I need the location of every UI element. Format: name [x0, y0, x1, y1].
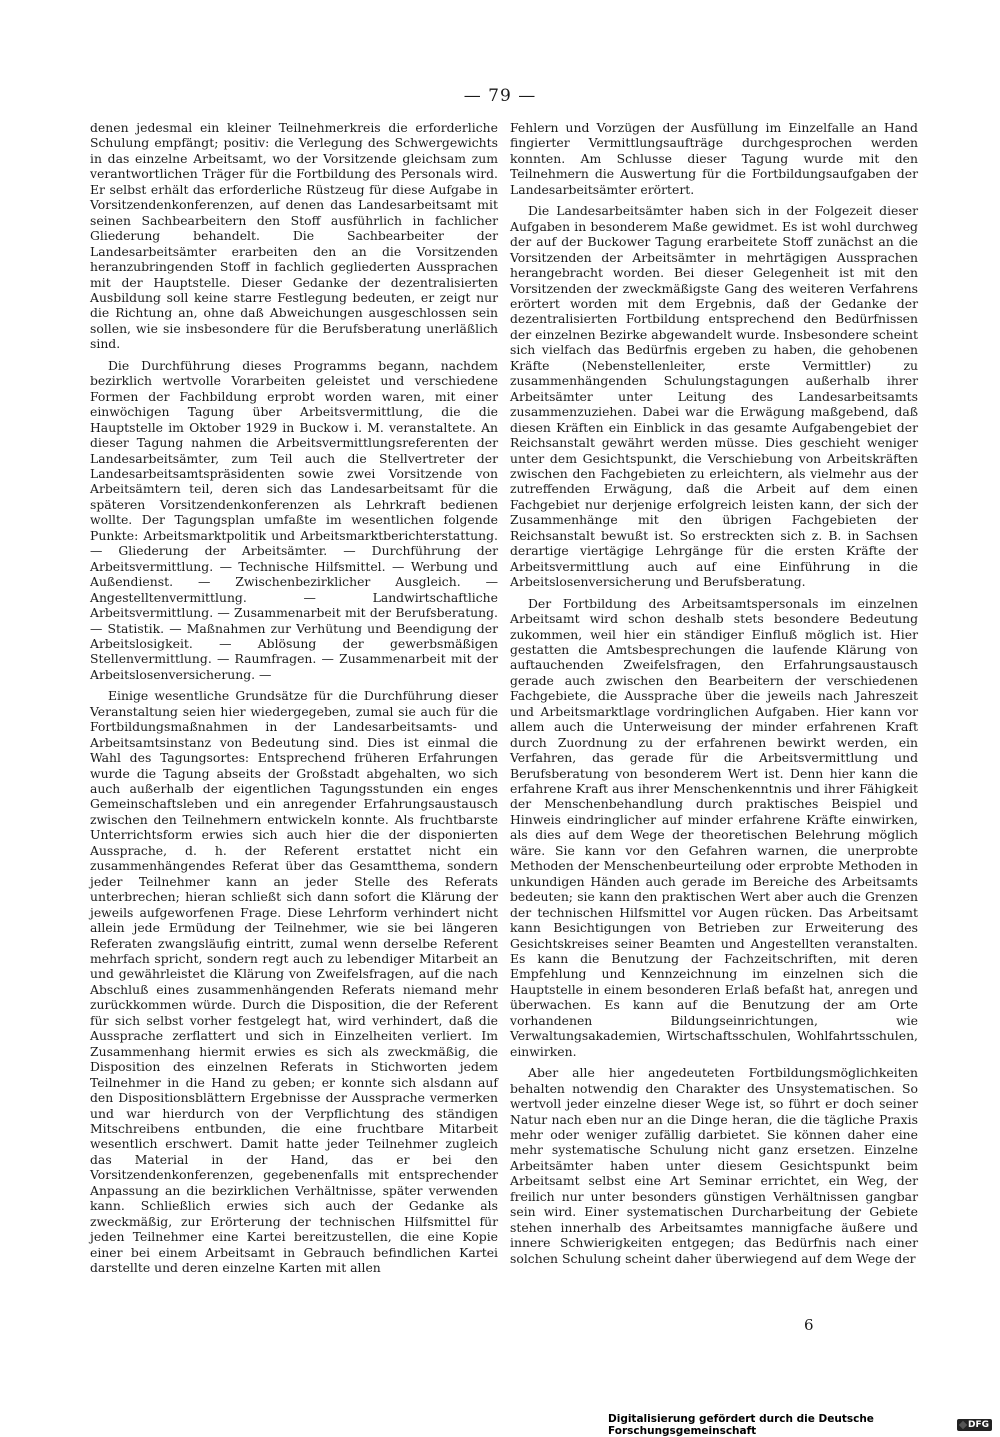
paragraph: Die Landesarbeitsämter haben sich in der Folgezeit dieser Aufgaben in besonderem Maße gewidmet. Es ist wohl durchweg der auf der Buckower Tagung erarbeitete Stoff zunächst an die Vorsitzenden der Arbeitsämter in mehrtägigen Aussprachen herangebracht worden. Bei dieser Gelegenheit ist mit den Vorsitzenden der zweckmäßigste Gang des weiteren Verfahrens erörtert worden mit dem Ergebnis, daß der Gedanke der dezentralisierten Fortbildung entsprechend den Bedürfnissen der einzelnen Bezirke abgewandelt wurde. Insbesondere scheint sich vielfach das Bedürfnis ergeben zu haben, die gehobenen Kräfte (Nebenstellenleiter, erste Vermittler) zu zusammenhängenden Schulungstagungen außerhalb ihrer Arbeitsämter unter Leitung des Landesarbeitsamts zusammenzuziehen. Dabei war die Erwägung maßgebend, daß diesen Kräften ein Einblick in das gesamte Aufgabengebiet der Reichsanstalt gewährt werden müsse. Dies geschieht weniger unter dem Gesichtspunkt, die Verschiebung von Arbeitskräften zwischen den Fachgebieten zu erleichtern, als vielmehr aus der zutreffenden Erwägung, daß die Arbeit auf dem einen Fachgebiet nur derjenige erfolgreich leisten kann, der sich der Zusammenhänge mit den übrigen Fachgebieten der Reichsanstalt bewußt ist. So erstreckten sich z. B. in Sachsen derartige viertägige Lehrgänge für die ersten Kräfte der Arbeitsvermittlung auch auf eine Einführung in die Arbeitslosenversicherung und Berufsberatung.: [510, 203, 918, 590]
digitization-footer: [608, 1413, 992, 1437]
paragraph: Die Durchführung dieses Programms begann, nachdem bezirklich wertvolle Vorarbeiten geleistet und verschiedene Formen der Fachbildung erprobt worden waren, mit einer einwöchigen Tagung über Arbeitsvermittlung, die die Hauptstelle im Oktober 1929 in Buckow i. M. veranstaltete. An dieser Tagung nahmen die Arbeitsvermittlungsreferenten der Landesarbeitsämter, zum Teil auch die Stellvertreter der Landesarbeitsamtspräsidenten sowie zwei Vorsitzende von Arbeitsämtern teil, deren sich das Landesarbeitsamt für die späteren Vorsitzendenkonferenzen als Lehrkraft bedienen wollte. Der Tagungsplan umfaßte im wesentlichen folgende Punkte: Arbeitsmarktpolitik und Arbeitsmarktberichterstattung. — Gliederung der Arbeitsämter. — Durchführung der Arbeitsvermittlung. — Technische Hilfsmittel. — Werbung und Außendienst. — Zwischenbezirklicher Ausgleich. — Angestelltenvermittlung. — Landwirtschaftliche Arbeitsvermittlung. — Zusammenarbeit mit der Berufsberatung. — Statistik. — Maßnahmen zur Verhütung und Beendigung der Arbeitslosigkeit. — Ablösung der gewerbsmäßigen Stellenvermittlung. — Raumfragen. — Zusammenarbeit mit der Arbeitslosenversicherung. —: [90, 357, 498, 682]
paragraph: denen jedesmal ein kleiner Teilnehmerkreis die erforderliche Schulung empfängt; positiv: die Verlegung des Schwergewichts in das einzelne Arbeitsamt, wo der Vorsitzende gleichsam zum verantwortlichen Träger für die Fortbildung des Personals wird. Er selbst erhält das erforderliche Rüstzeug für diese Aufgabe in Vorsitzendenkonferenzen, auf denen das Landesarbeitsamt mit seinen Sachbearbeitern den Stoff ausführlich in fachlicher Gliederung behandelt. Die Sachbearbeiter der Landesarbeitsämter erarbeiten den an die Vorsitzenden heranzubringenden Stoff in fachlich gegliederten Aussprachen mit der Hauptstelle. Dieser Gedanke der dezentralisierten Ausbildung soll keine starre Festlegung bedeuten, er zeigt nur die Richtung an, ohne daß Abweichungen ausgeschlossen sein sollen, wie sie insbesondere für die Berufsberatung unerläßlich sind.: [90, 120, 498, 352]
paragraph: Aber alle hier angedeuteten Fortbildungsmöglichkeiten behalten notwendig den Charakter des Unsystematischen. So wertvoll jeder einzelne dieser Wege ist, so führt er doch seiner Natur nach eben nur an die Dinge heran, die die tägliche Praxis mehr oder weniger zufällig darbietet. Sie können daher eine mehr systematische Schulung nicht ganz ersetzen. Einzelne Arbeitsämter haben unter diesem Gesichtspunkt beim Arbeitsamt selbst eine Art Seminar errichtet, ein Weg, der freilich nur unter besonders günstigen Verhältnissen gangbar sein wird. Einer systematischen Durcharbeitung der Gebiete stehen innerhalb des Arbeitsamtes mannigfache äußere und innere Schwierigkeiten entgegen; das Bedürfnis nach einer solchen Schulung scheint daher überwiegend auf dem Wege der: [510, 1065, 918, 1266]
dfg-logo-icon: [959, 1421, 967, 1429]
paragraph: Einige wesentliche Grundsätze für die Durchführung dieser Veranstaltung seien hier wiedergegeben, zumal sie auch für die Fortbildungsmaßnahmen in der Landesarbeitsamts- und Arbeitsamtsinstanz von Bedeutung sind. Dies ist einmal die Wahl des Tagungsortes: Entsprechend früheren Erfahrungen wurde die Tagung abseits der Großstadt abgehalten, wo sich auch außerhalb der eigentlichen Tagungsstunden ein enges Gemeinschaftsleben und ein anregender Erfahrungsaustausch zwischen den Teilnehmern entwickeln konnte. Als fruchtbarste Unterrichtsform erwies sich auch hier die der disponierten Aussprache, d. h. der Referent erstattet nicht ein zusammenhängendes Referat über das Gesamtthema, sondern jeder Teilnehmer kann an jeder Stelle des Referats unterbrechen; hieran schließt sich dann sofort die Klärung der jeweils aufgeworfenen Frage. Diese Lehrform verhindert nicht allein jede Ermüdung der Teilnehmer, wie sie bei längeren Referaten zwangsläufig eintritt, zumal wenn derselbe Referent mehrfach spricht, sondern regt auch zu lebendiger Mitarbeit an und gewährleistet die Klärung von Zweifelsfragen, auf die nach Abschluß eines zusammenhängenden Referats niemand mehr zurückkommen würde. Durch die Disposition, die der Referent für sich selbst vorher festgelegt hat, wird verhindert, daß die Aussprache zerflattert und sich in Einzelheiten verliert. Im Zusammenhang hiermit erwies es sich als zweckmäßig, die Disposition des einzelnen Referats in Stichworten jedem Teilnehmer in die Hand zu geben; er konnte sich alsdann auf den Dispositionsblättern Ergebnisse der Aussprache vermerken und war hierdurch von der Verpflichtung des ständigen Mitschreibens entbunden, die eine fruchtbare Mitarbeit wesentlich erschwert. Damit hatte jeder Teilnehmer zugleich das Material in der Hand, das er bei den Vorsitzendenkonferenzen, gegebenenfalls mit entsprechender Anpassung an die bezirklichen Verhältnisse, später verwenden kann. Schließlich erwies sich auch der Gedanke als zweckmäßig, zur Erörterung der technischen Hilfsmittel für jeden Teilnehmer eine Kartei bereitzustellen, die eine Kopie einer bei einem Arbeitsamt in Gebrauch befindlichen Kartei darstellte und deren einzelne Karten mit allen: [90, 688, 498, 1276]
signature-mark: 6: [804, 1316, 814, 1334]
footer-text: Digitalisierung gefördert durch die Deutsche Forschungsgemeinschaft: [608, 1413, 874, 1437]
paragraph: Der Fortbildung des Arbeitsamtspersonals im einzelnen Arbeitsamt wird schon deshalb stets besondere Bedeutung zukommen, weil hier ein ständiger Einfluß möglich ist. Hier gestatten die Amtsbesprechungen die laufende Klärung von auftauchenden Zweifelsfragen, den Erfahrungsaustausch gerade auch zwischen den Bearbeitern der verschiedenen Fachgebiete, die Aussprache über die jeweils nach Jahreszeit und Arbeitsmarktlage vordringlichen Aufgaben. Hier kann vor allem auch die Unterweisung der minder erfahrenen Kraft durch Zuordnung zu der erfahrenen bewirkt werden, ein Verfahren, das gerade für die Arbeitsvermittlung und Berufsberatung von besonderem Wert ist. Denn hier kann die erfahrene Kraft aus ihrer Menschenkenntnis und ihrer Fähigkeit der Menschenbehandlung durch praktisches Beispiel und Hinweis eindringlicher auf minder erfahrene Kräfte einwirken, als dies auf dem Wege der theoretischen Belehrung möglich wäre. Sie kann vor den Gefahren warnen, die unerprobte Methoden der Menschenbeurteilung oder erprobte Methoden in unkundigen Händen auch gerade im Bereiche des Arbeitsamts bedeuten; sie kann den praktischen Wert aber auch die Grenzen der technischen Hilfsmittel vor Augen rücken. Das Arbeitsamt kann Besichtigungen von Betrieben zur Erweiterung des Gesichtskreises seiner Beamten und Angestellten veranstalten. Es kann die Benutzung der Fachzeitschriften, mit deren Empfehlung und Kennzeichnung im einzelnen sich die Hauptstelle in einem besonderen Erlaß befaßt hat, anregen und überwachen. Es kann auf die Benutzung der am Orte vorhandenen Bildungseinrichtungen, wie Verwaltungsakademien, Wirtschaftsschulen, Wohlfahrtsschulen, einwirken.: [510, 595, 918, 1059]
dfg-logo: DFG: [957, 1419, 992, 1431]
paragraph: Fehlern und Vorzügen der Ausfüllung im Einzelfalle an Hand fingierter Vermittlungsaufträge durchgesprochen werden konnten. Am Schlusse dieser Tagung wurde mit den Teilnehmern die Auswertung für die Fortbildungsaufgaben der Landesarbeitsämter erörtert.: [510, 120, 918, 197]
page-number: — 79 —: [463, 86, 537, 106]
right-column: [510, 120, 918, 1272]
left-column: [90, 120, 498, 1282]
